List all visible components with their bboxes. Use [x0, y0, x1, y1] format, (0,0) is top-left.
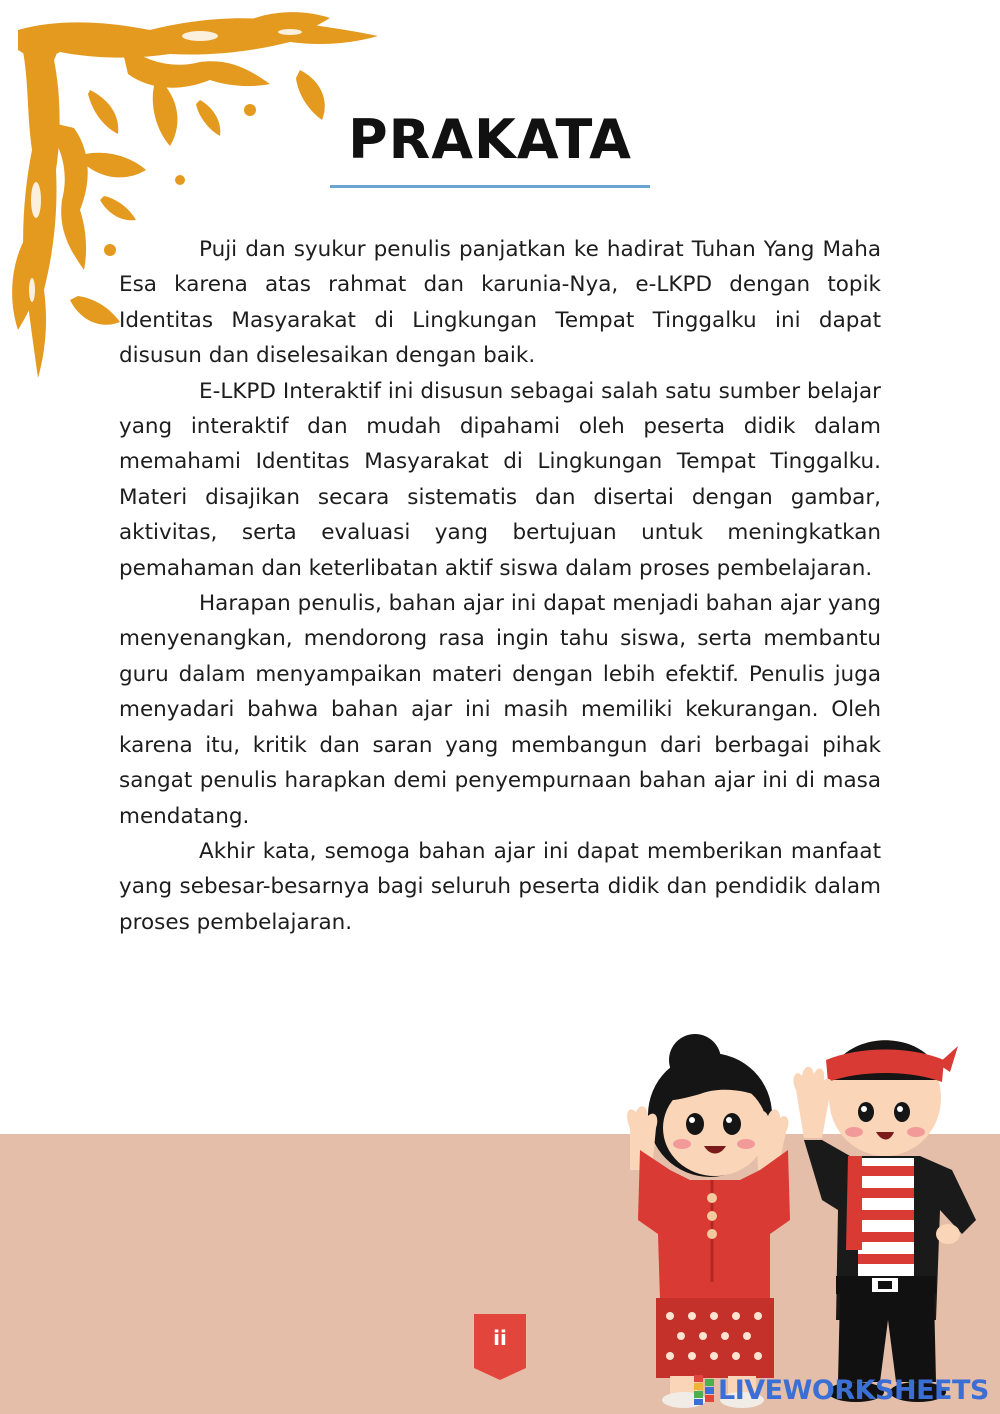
paragraph-2: E-LKPD Interaktif ini disusun sebagai salah satu sumber belajar yang interaktif dan mudah dipahami oleh peserta didik dalam memahami Identitas Masyarakat di Lingkungan Tempat Tinggalku. Materi disajikan secara sistematis dan disertai dengan gambar, aktivitas, serta evaluasi yang bertujuan untuk meningkatkan pemahaman dan keterlibatan aktif siswa dalam proses pembelajaran.: [119, 378, 881, 581]
preface-body: [119, 232, 881, 940]
page-title: PRAKATA: [348, 108, 632, 171]
paragraph-4: Akhir kata, semoga bahan ajar ini dapat memberikan manfaat yang sebesar-besarnya bagi seluruh peserta didik dan pendidik dalam proses pembelajaran.: [119, 838, 881, 935]
children-illustration: [600, 1020, 1000, 1414]
girl-figure: [627, 1034, 790, 1408]
page-number: ii: [493, 1326, 507, 1350]
paragraph-3: Harapan penulis, bahan ajar ini dapat menjadi bahan ajar yang menyenangkan, mendorong rasa ingin tahu siswa, serta membantu guru dalam menyampaikan materi dengan lebih efektif. Penulis juga menyadari bahwa bahan ajar ini masih memiliki kekurangan. Oleh karena itu, kritik dan saran yang membangun dari berbagai pihak sangat penulis harapkan demi penyempurnaan bahan ajar ini di masa mendatang.: [119, 591, 881, 829]
boy-figure: [794, 1040, 976, 1402]
liveworksheets-watermark: [694, 1372, 994, 1408]
paragraph-1: Puji dan syukur penulis panjatkan ke hadirat Tuhan Yang Maha Esa karena atas rahmat dan karunia-Nya, e-LKPD dengan topik Identitas Masyarakat di Lingkungan Tempat Tinggalku ini dapat disusun dan diselesaikan dengan baik.: [119, 237, 881, 369]
title-underline: [330, 185, 650, 188]
watermark-text: LIVEWORKSHEETS: [718, 1374, 989, 1406]
liveworksheets-logo-icon: [694, 1375, 716, 1405]
